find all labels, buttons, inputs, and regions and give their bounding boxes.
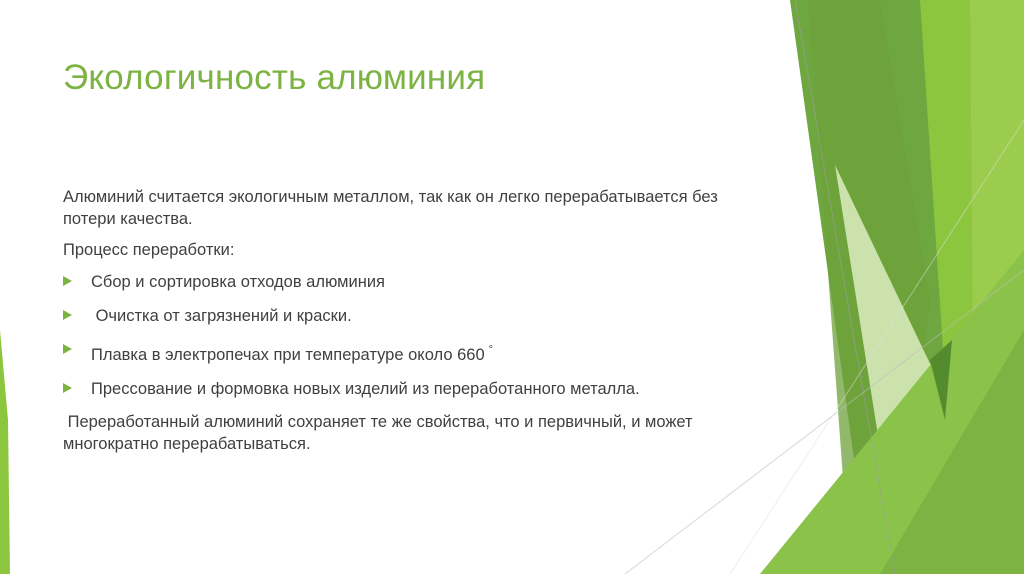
list-item [63,271,763,293]
list-item [63,305,763,327]
bullet-text: Плавка в электропечах при температуре около 660 [91,346,485,364]
bullet-text: Прессование и формовка новых изделий из переработанного металла. [91,380,640,398]
bullet-triangle-icon [63,344,72,354]
bullet-triangle-icon [63,276,72,286]
intro-paragraph: Алюминий считается экологичным металлом, так как он легко перерабатывается без потери качества. [63,188,718,228]
list-item [63,378,763,400]
process-heading: Процесс переработки: [63,241,235,259]
bullet-triangle-icon [63,383,72,393]
bullet-text: Сбор и сортировка отходов алюминия [91,273,385,291]
bg-left-edge-strip [0,330,10,574]
bullet-text: Очистка от загрязнений и краски. [91,307,352,325]
list-item [63,339,763,366]
process-steps-list [63,271,763,400]
slide-title: Экологичность алюминия [63,58,486,97]
degree-symbol: ° [488,344,494,356]
bullet-triangle-icon [63,310,72,320]
slide-body [63,186,763,455]
conclusion-paragraph: Переработанный алюминий сохраняет те же свойства, что и первичный, и может многократно перерабатываться. [63,413,698,453]
